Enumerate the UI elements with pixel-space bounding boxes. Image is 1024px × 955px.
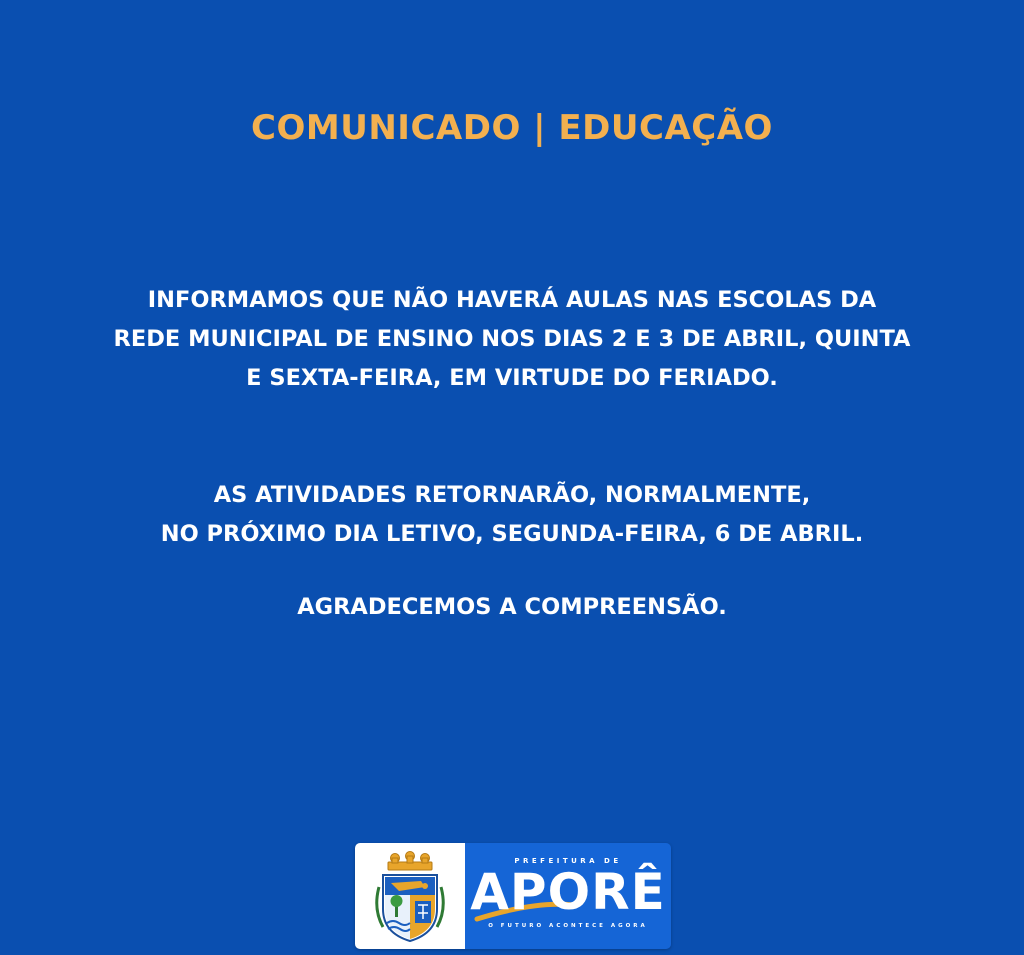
logo-top-text: PREFEITURA DE <box>514 857 622 865</box>
text-line: AS ATIVIDADES RETORNARÃO, NORMALMENTE, <box>213 482 811 508</box>
coat-of-arms-icon <box>355 843 465 949</box>
logo-city-name: APORÊ <box>470 863 666 921</box>
text-line: NO PRÓXIMO DIA LETIVO, SEGUNDA-FEIRA, 6 DE ABRIL. <box>160 521 864 547</box>
thanks-paragraph <box>40 588 984 627</box>
prefeitura-logo <box>355 843 671 949</box>
text-line: REDE MUNICIPAL DE ENSINO NOS DIAS 2 E 3 DE ABRIL, QUINTA <box>113 326 911 352</box>
brand-panel <box>465 843 671 949</box>
announcement-paragraph <box>40 281 984 398</box>
text-line: INFORMAMOS QUE NÃO HAVERÁ AULAS NAS ESCOLAS DA <box>147 287 877 313</box>
coat-of-arms-panel <box>355 843 465 949</box>
text-line: AGRADECEMOS A COMPREENSÃO. <box>297 594 727 620</box>
text-line: E SEXTA-FEIRA, EM VIRTUDE DO FERIADO. <box>246 365 778 391</box>
logo-tagline: O FUTURO ACONTECE AGORA <box>488 923 648 929</box>
return-paragraph <box>40 476 984 554</box>
page-title: COMUNICADO | EDUCAÇÃO <box>251 108 773 148</box>
